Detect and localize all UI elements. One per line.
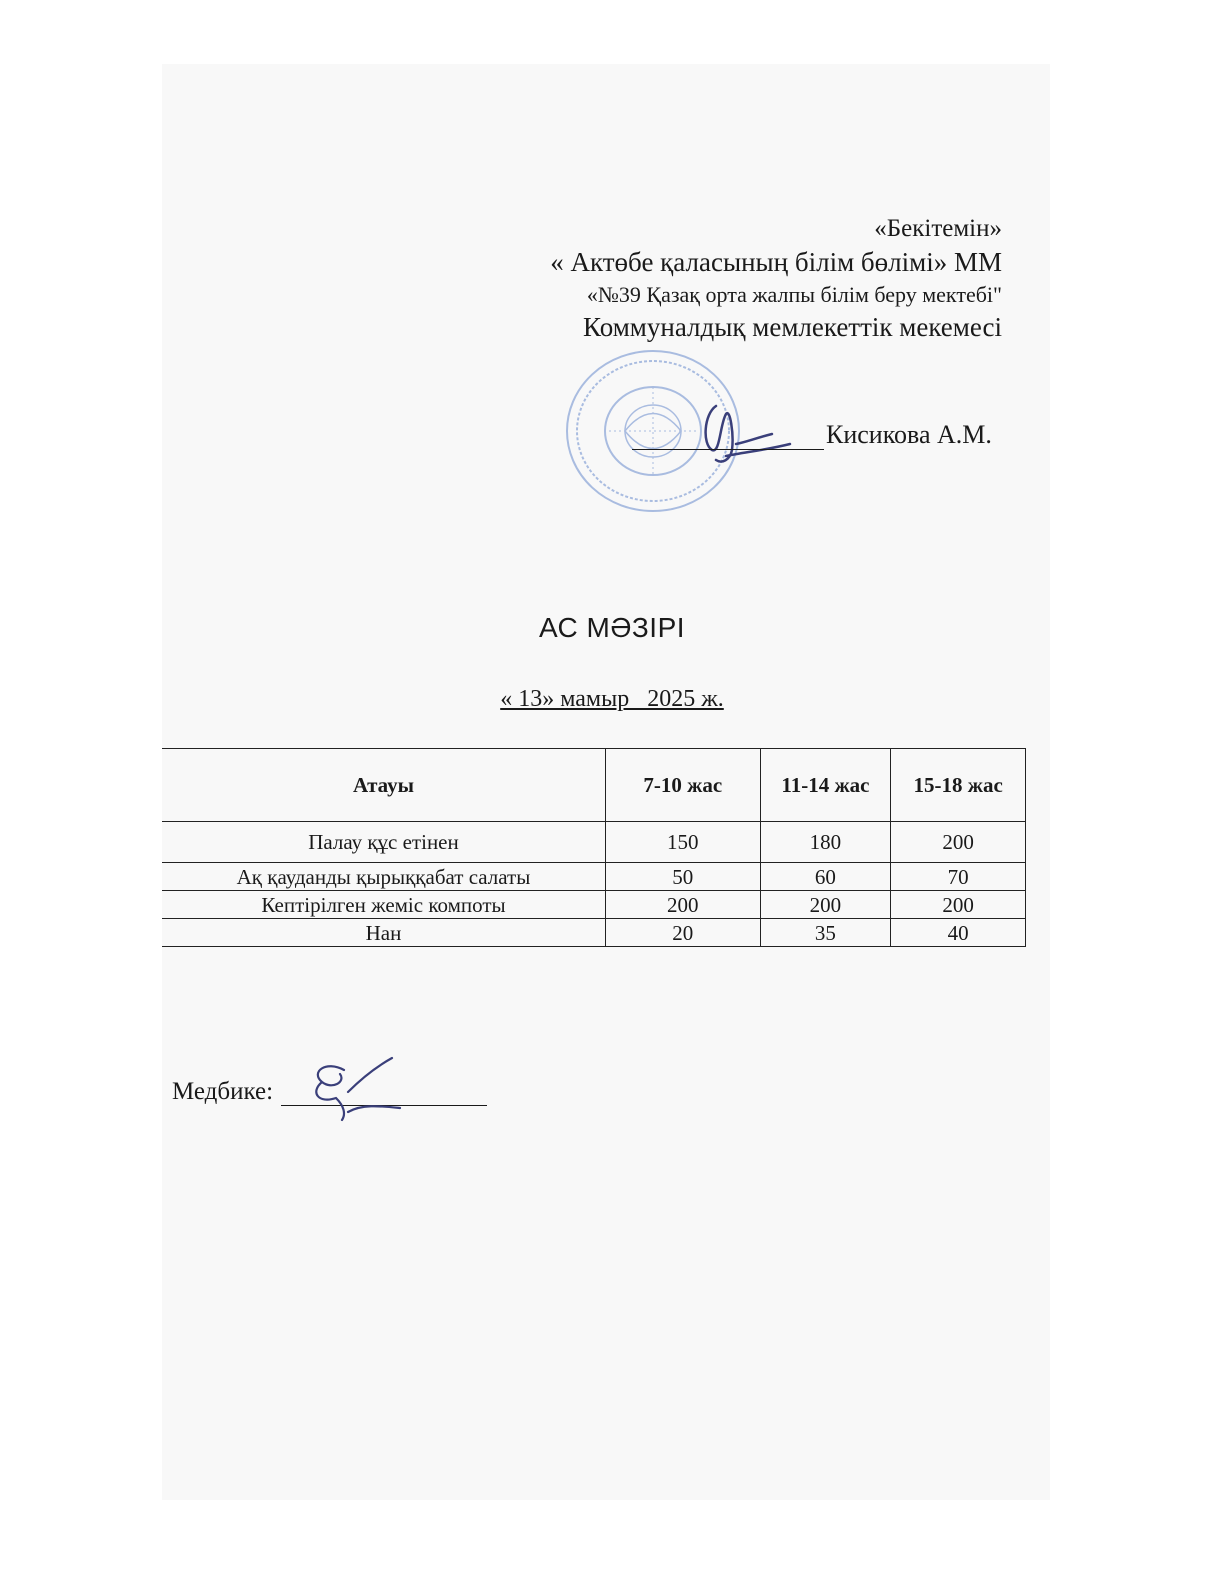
page-title: АС МӘЗІРІ <box>538 612 686 643</box>
director-name: Кисикова А.М. <box>826 420 992 449</box>
portion-7-10: 150 <box>605 822 760 863</box>
dish-name: Ақ қауданды қырыққабат салаты <box>162 863 605 891</box>
nurse-signature-icon <box>296 1052 406 1124</box>
director-signature-line <box>632 420 992 450</box>
portion-7-10: 20 <box>605 919 760 947</box>
org-line-3: Коммуналдық мемлекеттік мекемесі <box>583 312 1002 342</box>
portion-15-18: 40 <box>891 919 1026 947</box>
table-row <box>162 919 1026 947</box>
dish-name: Нан <box>162 919 605 947</box>
header-age-7-10: 7-10 жас <box>605 749 760 822</box>
portion-11-14: 35 <box>760 919 891 947</box>
org-line-1: « Актөбе қаласының білім бөлімі» ММ <box>550 247 1002 277</box>
table-header-row <box>162 749 1026 822</box>
menu-date <box>0 686 1224 713</box>
signature-blank <box>632 423 824 450</box>
header-name: Атауы <box>162 749 605 822</box>
portion-15-18: 70 <box>891 863 1026 891</box>
portion-11-14: 200 <box>760 891 891 919</box>
portion-11-14: 180 <box>760 822 891 863</box>
portion-15-18: 200 <box>891 822 1026 863</box>
portion-11-14: 60 <box>760 863 891 891</box>
table-row <box>162 891 1026 919</box>
dish-name: Палау құс етінен <box>162 822 605 863</box>
portion-7-10: 200 <box>605 891 760 919</box>
header-age-11-14: 11-14 жас <box>760 749 891 822</box>
nurse-label: Медбике: <box>172 1078 274 1105</box>
menu-table <box>162 748 1026 947</box>
header-age-15-18: 15-18 жас <box>891 749 1026 822</box>
portion-15-18: 200 <box>891 891 1026 919</box>
table-row <box>162 822 1026 863</box>
approval-block <box>550 215 1002 343</box>
portion-7-10: 50 <box>605 863 760 891</box>
dish-name: Кептірілген жеміс компоты <box>162 891 605 919</box>
table-row <box>162 863 1026 891</box>
org-line-2: «№39 Қазақ орта жалпы білім беру мектебі" <box>586 282 1002 307</box>
date-text: « 13» мамыр 2025 ж. <box>500 686 724 712</box>
approve-label: «Бекітемін» <box>874 215 1002 242</box>
